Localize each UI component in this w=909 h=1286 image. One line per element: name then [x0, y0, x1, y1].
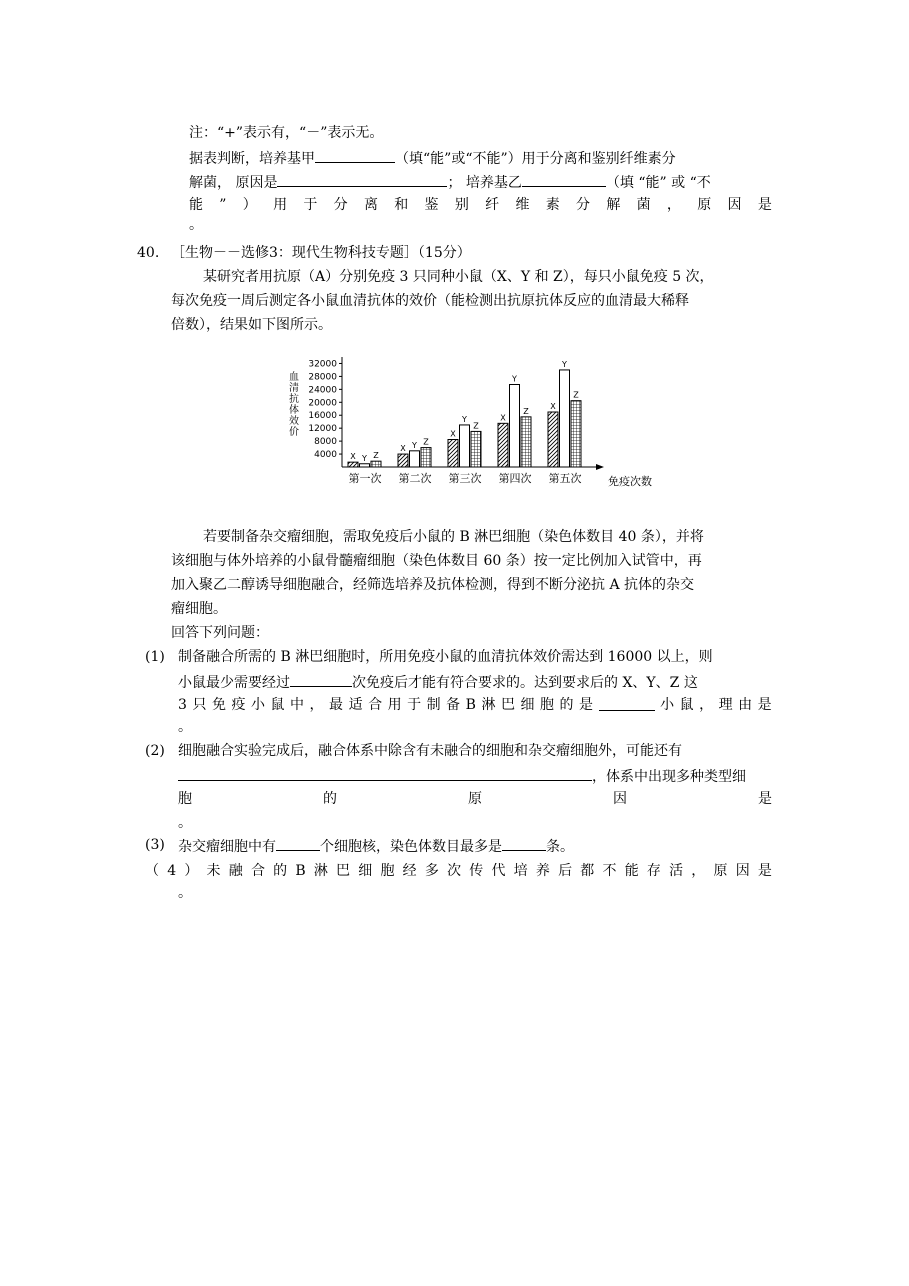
bar-label: Y [362, 453, 367, 463]
word: 经 [402, 863, 417, 879]
word: 于 [303, 197, 318, 213]
antibody-titer-chart [282, 350, 662, 500]
word: 最 [329, 697, 344, 713]
paragraph-line: 瘤细胞。 [171, 601, 227, 617]
y-tick-label: 28000 [308, 372, 337, 383]
word: 代 [491, 863, 506, 879]
word: 3 [178, 697, 187, 713]
subquestion-number: (1) [145, 649, 165, 665]
q39-text: ； 培养基乙 [447, 175, 522, 191]
word: 养 [535, 863, 550, 879]
bar-y [510, 385, 520, 468]
word: 多 [424, 863, 439, 879]
word: 能 [624, 863, 639, 879]
word: 活 [669, 863, 684, 879]
word: 培 [513, 863, 528, 879]
bar-label: Y [562, 359, 567, 369]
subquestion-period: 。 [178, 815, 192, 831]
subquestion-number: (2) [145, 743, 165, 759]
word: （ [145, 863, 159, 879]
bar-label: Z [373, 451, 379, 461]
word: 别 [454, 197, 469, 213]
word: 合 [250, 863, 265, 879]
intro-line: 倍数），结果如下图所示。 [171, 317, 332, 333]
word: ） [242, 197, 257, 213]
word: 原 [468, 791, 482, 807]
word: ， [699, 697, 714, 713]
x-axis-arrow [596, 464, 604, 470]
word: 未 [206, 863, 221, 879]
word: 解 [606, 197, 621, 213]
q39-line2 [189, 172, 711, 192]
subquestion-text: 条。 [546, 839, 574, 855]
word: 是 [758, 791, 772, 807]
bar-z [571, 401, 581, 467]
word: 都 [580, 863, 595, 879]
word: 不 [602, 863, 617, 879]
subquestion-text: 杂交瘤细胞中有 [178, 839, 276, 855]
word: 淋 [313, 863, 328, 879]
word: 原 [697, 197, 712, 213]
word: 因 [727, 197, 742, 213]
q39-line1 [189, 148, 676, 168]
word: 维 [515, 197, 530, 213]
bar-label: X [350, 452, 356, 462]
word: 于 [407, 697, 422, 713]
bar-z [421, 448, 431, 467]
word: 素 [545, 197, 560, 213]
word: B [465, 697, 476, 713]
word: 小 [250, 697, 265, 713]
bar-x [548, 412, 558, 467]
answer-blank[interactable] [277, 172, 447, 187]
word: 鉴 [424, 197, 439, 213]
y-tick-label: 32000 [308, 359, 337, 370]
answer-blank[interactable] [276, 836, 320, 851]
word: 的 [273, 863, 288, 879]
subquestion-text: 细胞融合实验完成后，融合体系中除含有未融合的细胞和杂交瘤细胞外，可能还有 [178, 743, 682, 759]
word: 理 [718, 697, 733, 713]
word: 用 [273, 197, 288, 213]
y-tick-label: 4000 [314, 450, 337, 461]
subquestion-period: 。 [178, 719, 192, 735]
subquestion-line [145, 862, 772, 880]
word: 淋 [481, 697, 496, 713]
word: 能 [189, 197, 203, 213]
q39-text: （填“能”或“不能”）用于分离和鉴别纤维素分 [395, 151, 676, 167]
word: 是 [757, 197, 772, 213]
word: ， [309, 697, 324, 713]
bar-label: X [550, 402, 556, 411]
subquestion-line [178, 696, 772, 714]
question-title: ［生物－－选修3：现代生物科技专题］（15分） [171, 245, 471, 261]
word: 细 [520, 697, 535, 713]
subquestion-text: 制备融合所需的 B 淋巴细胞时，所用免疫小鼠的血清抗体效价需达到 16000 以上，则 [178, 649, 713, 665]
word: 鼠 [270, 697, 285, 713]
bar-label: X [400, 444, 406, 454]
bar-label: Y [412, 440, 417, 450]
y-axis-label: 血清抗体效价 [289, 372, 299, 438]
y-tick-label: 20000 [308, 398, 337, 409]
x-axis-label: 免疫次数 [608, 475, 652, 488]
word: 疫 [231, 697, 246, 713]
bar-y [460, 425, 470, 467]
word: 中 [290, 697, 305, 713]
word: 融 [228, 863, 243, 879]
x-category-label: 第一次 [348, 472, 382, 485]
word: ， [666, 197, 681, 213]
subquestion-text: ，体系中出现多种类型细 [592, 769, 746, 785]
subquestion-line [178, 836, 574, 856]
q39-text: 解菌， 原因是 [189, 175, 278, 191]
word: 胞 [178, 791, 192, 807]
word: 纤 [485, 197, 500, 213]
word: 细 [358, 863, 373, 879]
x-category-label: 第二次 [398, 472, 432, 485]
bar-label: Z [473, 421, 479, 431]
word: 分 [333, 197, 348, 213]
word: 4 [167, 863, 177, 879]
word: 的 [559, 697, 574, 713]
word: 胞 [540, 697, 555, 713]
word: 因 [735, 863, 750, 879]
subquestion-number: (3) [145, 837, 165, 853]
word: 和 [394, 197, 409, 213]
word: 用 [387, 697, 402, 713]
paragraph-line: 该细胞与体外培养的小鼠骨髓瘤细胞（染色体数目 60 条）按一定比例加入试管中，再 [171, 553, 702, 569]
subquestion-line [178, 766, 746, 786]
bar-label: X [450, 429, 456, 439]
word: 备 [446, 697, 461, 713]
y-tick-label: 12000 [308, 424, 337, 435]
answer-blank[interactable] [178, 766, 592, 781]
bar-x [348, 462, 358, 467]
q39-text: 据表判断，培养基甲 [189, 151, 315, 167]
bar-y [410, 451, 420, 467]
word: 巴 [336, 863, 351, 879]
bar-z [371, 461, 381, 467]
subquestion-text: 个细胞核，染色体数目最多是 [320, 839, 502, 855]
word: 免 [211, 697, 226, 713]
q39-text: （填 “能” 或 “不 [605, 175, 711, 191]
table-note: 注：“+”表示有，“－”表示无。 [189, 125, 384, 141]
subquestion-line [178, 790, 772, 808]
y-tick-label: 24000 [308, 385, 337, 396]
answer-blank[interactable] [315, 148, 395, 163]
bar-x [448, 440, 458, 468]
paragraph-line: 若要制备杂交瘤细胞，需取免疫后小鼠的 B 淋巴细胞（染色体数目 40 条），并将 [203, 529, 704, 545]
word: B [295, 863, 306, 879]
answer-blank[interactable] [599, 696, 655, 711]
q39-line3 [189, 196, 772, 214]
word: 适 [348, 697, 363, 713]
answer-blank[interactable] [290, 672, 352, 687]
word: 制 [426, 697, 441, 713]
subquestion-line [178, 672, 698, 692]
word: 巴 [500, 697, 515, 713]
word: 鼠 [679, 697, 694, 713]
word: ， [691, 863, 706, 879]
word: 是 [757, 863, 772, 879]
word: 分 [576, 197, 591, 213]
word: 次 [447, 863, 462, 879]
word: 小 [660, 697, 675, 713]
word: 因 [613, 791, 627, 807]
answer-prompt: 回答下列问题： [171, 625, 269, 641]
paragraph-line: 加入聚乙二醇诱导细胞融合，经筛选培养及抗体检测，得到不断分泌抗 A 抗体的杂交 [171, 577, 695, 593]
bar-label: Z [523, 406, 529, 416]
word: 胞 [380, 863, 395, 879]
bar-label: Y [462, 414, 467, 424]
bar-z [471, 431, 481, 467]
question-number: 40. [137, 245, 160, 261]
word: 离 [363, 197, 378, 213]
word: 存 [646, 863, 661, 879]
word: 传 [469, 863, 484, 879]
bar-label: Y [512, 374, 517, 384]
bar-x [498, 423, 508, 467]
x-category-label: 第三次 [448, 472, 482, 485]
answer-blank[interactable] [502, 836, 546, 851]
word: 后 [558, 863, 573, 879]
x-category-label: 第五次 [548, 472, 582, 485]
word: 的 [323, 791, 337, 807]
subquestion-period: 。 [178, 885, 192, 901]
word: 由 [738, 697, 753, 713]
bar-label: X [500, 413, 506, 423]
word: ” [219, 197, 227, 213]
word: 原 [713, 863, 728, 879]
intro-line: 某研究者用抗原（A）分别免疫 3 只同种小鼠（X、Y 和 Z），每只小鼠免疫 5 次， [203, 269, 714, 285]
bar-z [521, 417, 531, 467]
q39-period: 。 [189, 217, 203, 233]
bar-x [398, 454, 408, 467]
bar-label: Z [423, 437, 429, 447]
x-category-label: 第四次 [498, 472, 532, 485]
word: 合 [368, 697, 383, 713]
intro-line: 每次免疫一周后测定各小鼠血清抗体的效价（能检测出抗原抗体反应的血清最大稀释 [171, 293, 689, 309]
word: 是 [579, 697, 594, 713]
y-tick-label: 8000 [314, 437, 337, 448]
subquestion-text: 次免疫后才能有符合要求的。达到要求后的 X、Y、Z 这 [352, 675, 698, 691]
word: 只 [192, 697, 207, 713]
word: 菌 [636, 197, 651, 213]
subquestion-text: 小鼠最少需要经过 [178, 675, 290, 691]
bar-y [360, 464, 370, 467]
word: ） [184, 863, 199, 879]
answer-blank[interactable] [522, 172, 606, 187]
y-tick-label: 16000 [308, 411, 337, 422]
bar-label: Z [573, 390, 579, 400]
bar-y [560, 370, 570, 467]
word: 是 [757, 697, 772, 713]
